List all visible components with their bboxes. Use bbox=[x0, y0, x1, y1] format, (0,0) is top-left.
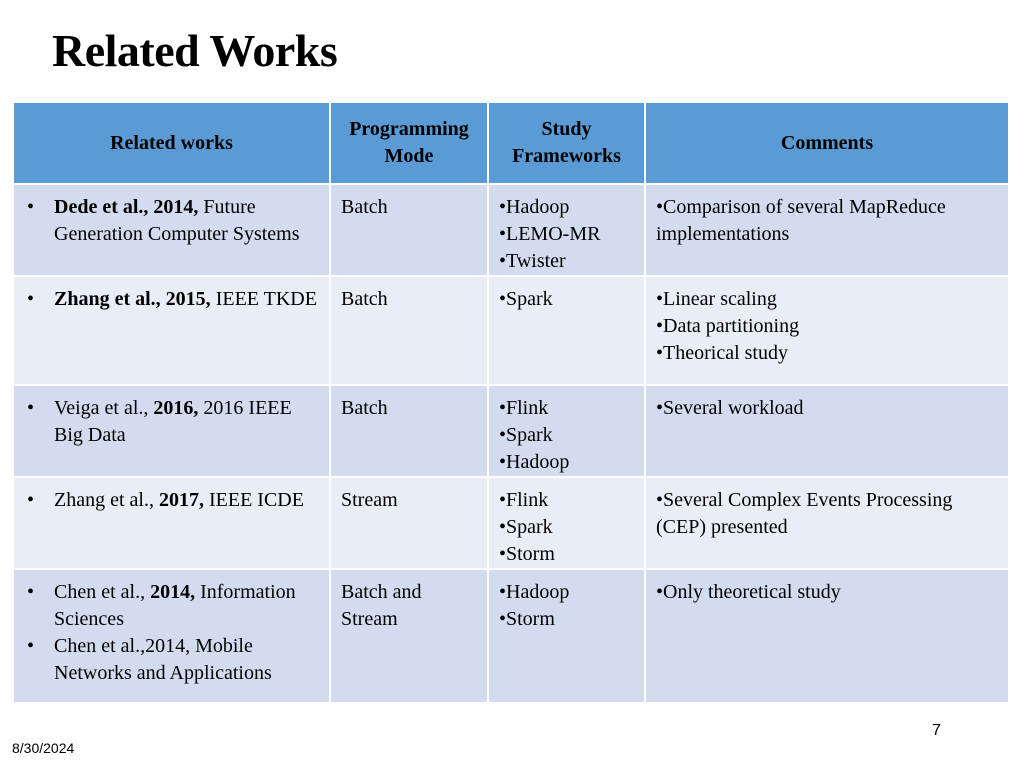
work-text-bold: 2014, bbox=[150, 581, 196, 603]
framework-item: •LEMO-MR bbox=[499, 223, 601, 245]
work-text-plain: Veiga et al., bbox=[54, 397, 154, 419]
framework-item: •Hadoop bbox=[499, 451, 570, 473]
header-comments: Comments bbox=[645, 102, 1009, 184]
work-text-rest: Information Sciences bbox=[54, 581, 296, 630]
related-works-table bbox=[12, 101, 1010, 704]
header-related-works: Related works bbox=[13, 102, 330, 184]
cell-programming-mode: Batch bbox=[330, 184, 488, 276]
work-text-plain: Chen et al.,2014, Mobile Networks and Applications bbox=[54, 635, 272, 684]
bullet: • bbox=[27, 196, 35, 218]
cell-programming-mode: Stream bbox=[330, 477, 488, 569]
table-row bbox=[13, 385, 1009, 477]
table-row bbox=[13, 477, 1009, 569]
work-text-rest: IEEE ICDE bbox=[203, 489, 304, 511]
work-text bbox=[54, 579, 321, 633]
work-entry bbox=[22, 286, 321, 313]
framework-item: •Hadoop bbox=[499, 196, 570, 218]
bullet: • bbox=[27, 288, 35, 310]
cell-programming-mode: Batch bbox=[330, 276, 488, 385]
framework-item: •Storm bbox=[499, 543, 555, 565]
work-text-bold: 2017, bbox=[158, 489, 204, 511]
work-text bbox=[54, 194, 321, 248]
bullet: • bbox=[27, 581, 35, 603]
comment-item: •Theorical study bbox=[656, 342, 788, 364]
cell-study-frameworks bbox=[488, 385, 645, 477]
work-text-rest: 2016 IEEE Big Data bbox=[54, 397, 292, 446]
table-body bbox=[13, 184, 1009, 703]
work-text-bold: Dede et al., 2014, bbox=[54, 196, 199, 218]
slide-title: Related Works bbox=[52, 25, 338, 76]
work-text-plain: Zhang et al., bbox=[54, 489, 159, 511]
work-text-bold: 2016, bbox=[153, 397, 199, 419]
work-text-rest: IEEE TKDE bbox=[210, 288, 317, 310]
work-text bbox=[54, 487, 321, 514]
work-entry bbox=[22, 579, 321, 633]
cell-related-works bbox=[13, 477, 330, 569]
work-text-bold: Zhang et al., 2015, bbox=[54, 288, 211, 310]
bullet: • bbox=[27, 635, 35, 657]
framework-item: •Flink bbox=[499, 489, 549, 511]
header-study-frameworks: Study Frameworks bbox=[488, 102, 645, 184]
framework-item: •Spark bbox=[499, 516, 553, 538]
work-text bbox=[54, 633, 321, 687]
framework-item: •Flink bbox=[499, 397, 549, 419]
comment-item: •Comparison of several MapReduce implementations bbox=[656, 196, 946, 245]
work-entry bbox=[22, 633, 321, 687]
table-row bbox=[13, 184, 1009, 276]
comment-item: •Several workload bbox=[656, 397, 804, 419]
work-entry bbox=[22, 194, 321, 248]
framework-item: •Storm bbox=[499, 608, 555, 630]
cell-comments bbox=[645, 477, 1009, 569]
work-text bbox=[54, 395, 321, 449]
comment-item: •Only theoretical study bbox=[656, 581, 841, 603]
cell-study-frameworks bbox=[488, 276, 645, 385]
cell-related-works bbox=[13, 569, 330, 703]
cell-related-works bbox=[13, 184, 330, 276]
bullet: • bbox=[27, 489, 35, 511]
table-row bbox=[13, 569, 1009, 703]
comment-item: •Data partitioning bbox=[656, 315, 800, 337]
cell-related-works bbox=[13, 385, 330, 477]
framework-item: •Spark bbox=[499, 424, 553, 446]
comment-item: •Several Complex Events Processing (CEP) presented bbox=[656, 489, 953, 538]
header-programming-mode: Programming Mode bbox=[330, 102, 488, 184]
table-row bbox=[13, 276, 1009, 385]
work-text bbox=[54, 286, 321, 313]
cell-study-frameworks bbox=[488, 184, 645, 276]
work-entry bbox=[22, 487, 321, 514]
slide-date: 8/30/2024 bbox=[12, 740, 75, 756]
work-text-plain: Chen et al., bbox=[54, 581, 151, 603]
cell-study-frameworks bbox=[488, 569, 645, 703]
cell-comments bbox=[645, 276, 1009, 385]
cell-study-frameworks bbox=[488, 477, 645, 569]
framework-item: •Twister bbox=[499, 250, 566, 272]
cell-related-works bbox=[13, 276, 330, 385]
work-entry bbox=[22, 395, 321, 449]
page-number: 7 bbox=[932, 722, 941, 739]
cell-comments bbox=[645, 569, 1009, 703]
cell-programming-mode: Batch bbox=[330, 385, 488, 477]
table-header-row bbox=[13, 102, 1009, 184]
comment-item: •Linear scaling bbox=[656, 288, 777, 310]
framework-item: •Hadoop bbox=[499, 581, 570, 603]
work-text-rest: Future Generation Computer Systems bbox=[54, 196, 300, 245]
cell-comments bbox=[645, 184, 1009, 276]
cell-comments bbox=[645, 385, 1009, 477]
framework-item: •Spark bbox=[499, 288, 553, 310]
bullet: • bbox=[27, 397, 35, 419]
cell-programming-mode: Batch and Stream bbox=[330, 569, 488, 703]
